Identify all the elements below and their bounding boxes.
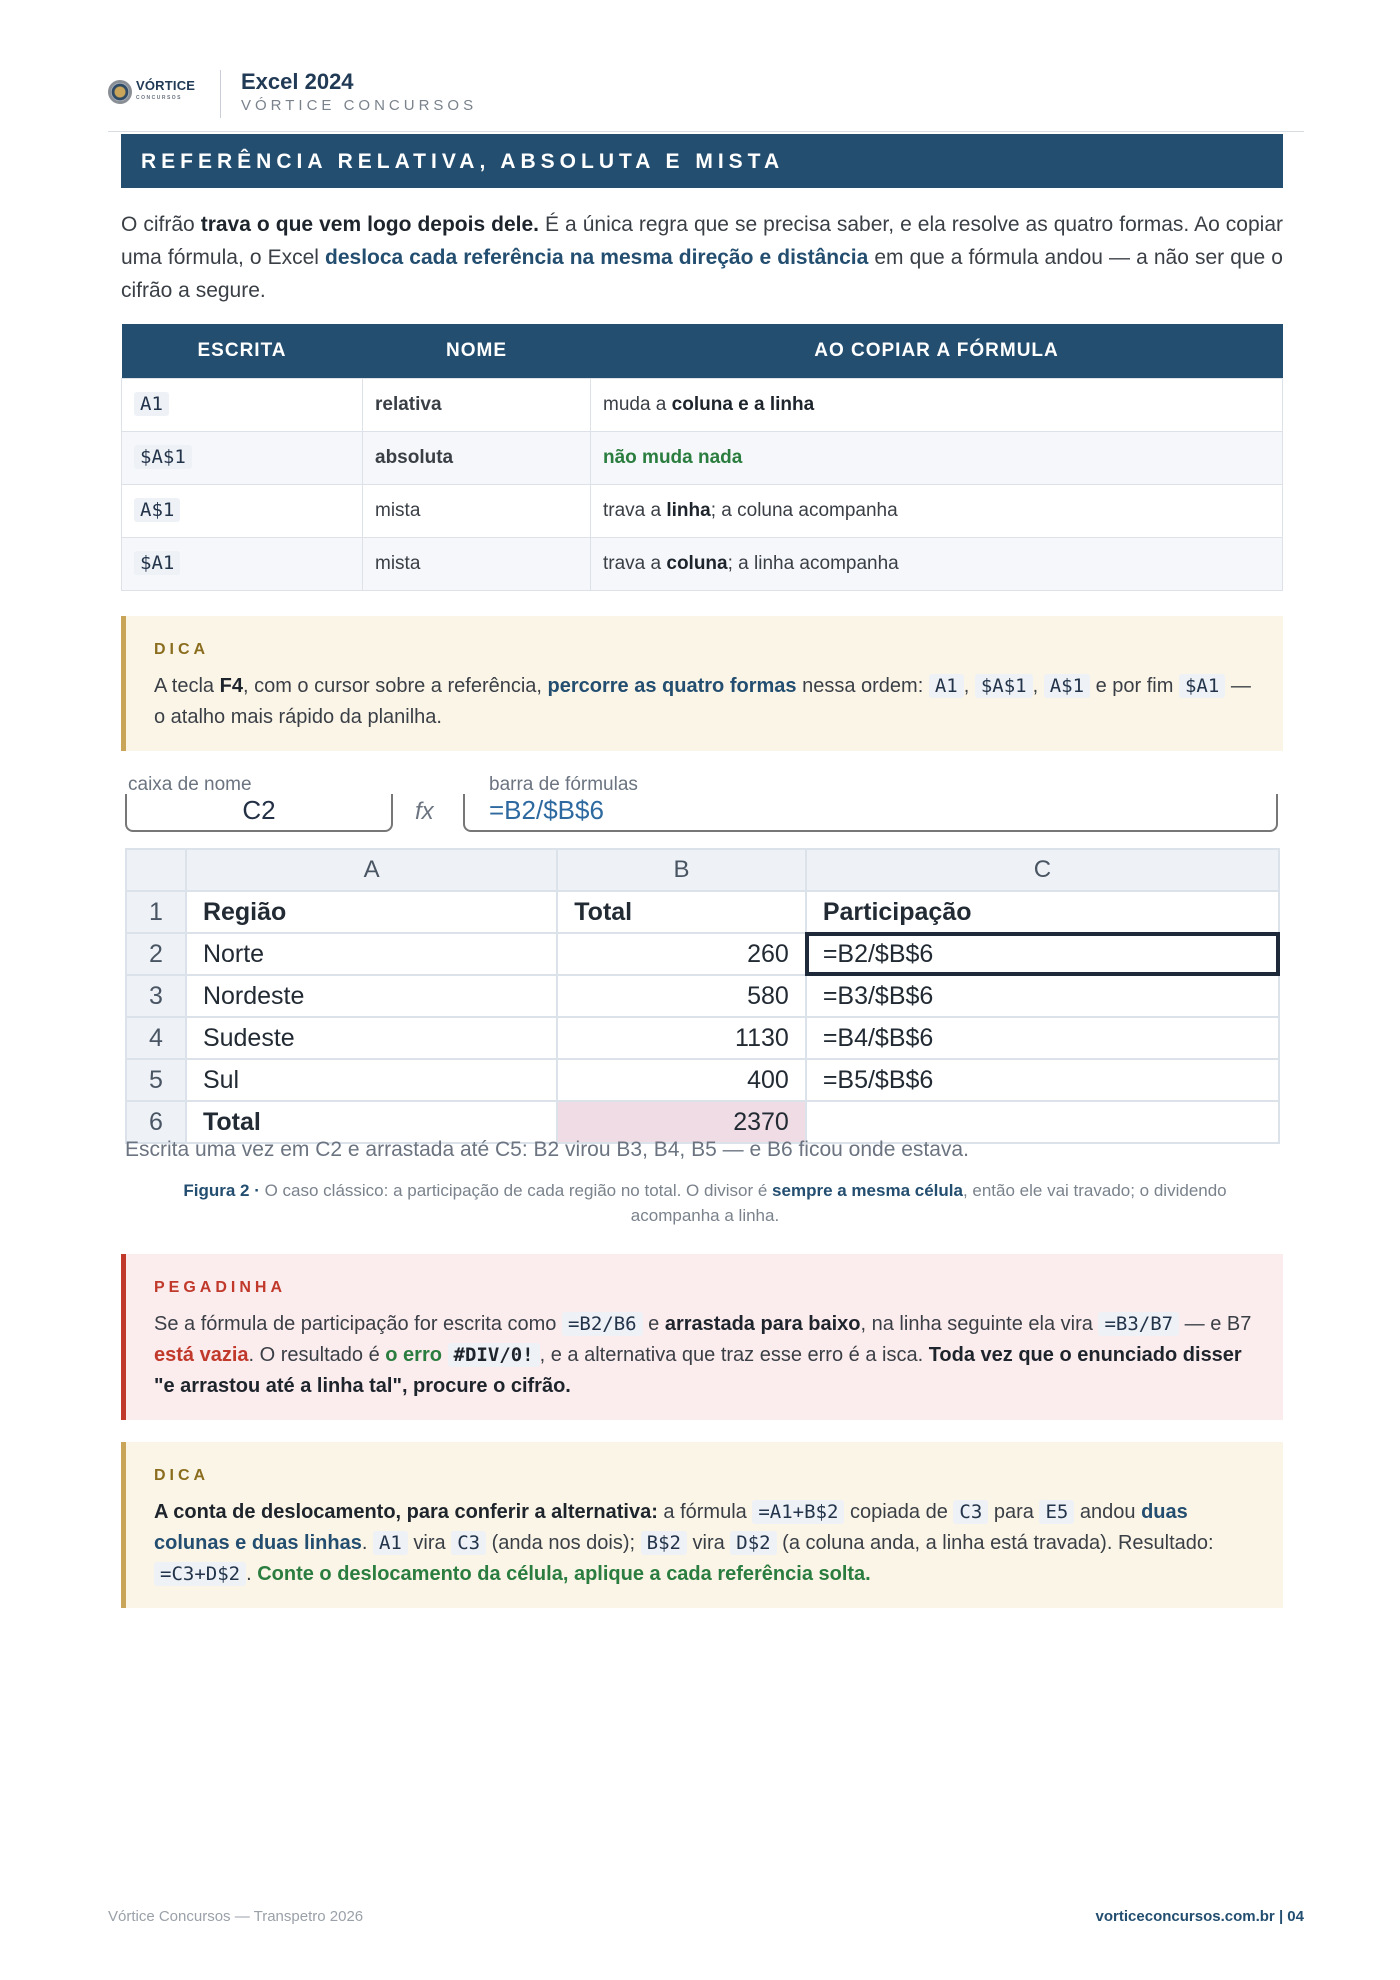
tip-callout-deslocamento — [121, 1442, 1283, 1608]
callout-text: Se a fórmula de participação for escrita como — [154, 1313, 562, 1335]
col-header-ao-copiar: AO COPIAR A FÓRMULA — [591, 324, 1283, 378]
cell-nome: relativa — [363, 378, 591, 431]
cell-text: ; a linha acompanha — [727, 552, 899, 574]
callout-text: , na linha seguinte ela vira — [860, 1313, 1099, 1335]
callout-strong: A conta de deslocamento, para conferir a alternativa: — [154, 1501, 658, 1523]
sheet-row — [126, 1101, 1279, 1143]
logo-subtext: CONCURSOS — [136, 95, 183, 101]
callout-label: DICA — [154, 641, 210, 658]
callout-text: , com o cursor sobre a referência, — [242, 675, 548, 697]
caption-text: , então ele vai travado; o dividendo acompanha a linha. — [630, 1181, 1227, 1225]
ref-code: $A$1 — [134, 445, 192, 469]
cell-a6[interactable]: Total — [186, 1101, 557, 1143]
callout-text: (a coluna anda, a linha está travada). Resultado: — [776, 1532, 1214, 1554]
ref-code: $A$1 — [975, 674, 1033, 698]
cell-comportamento — [591, 537, 1283, 590]
col-header-nome: NOME — [363, 324, 591, 378]
ref-code: C3 — [953, 1500, 988, 1524]
table-row — [122, 537, 1283, 590]
ref-code: C3 — [451, 1531, 486, 1555]
cell-comportamento — [591, 484, 1283, 537]
cell-text: ; a coluna acompanha — [710, 499, 898, 521]
cell-c3[interactable]: =B3/$B$6 — [806, 975, 1279, 1017]
sheet-row — [126, 891, 1279, 933]
cell-c2-selected[interactable]: =B2/$B$6 — [806, 933, 1279, 975]
cell-b6[interactable]: 2370 — [557, 1101, 806, 1143]
figure-caption — [150, 1178, 1260, 1228]
brand-logo — [108, 80, 195, 104]
figure-note: Escrita uma vez em C2 e arrastada até C5: B2 virou B3, B4, B5 — e B6 ficou onde estava. — [125, 1138, 969, 1161]
column-header-c[interactable]: C — [806, 849, 1279, 891]
cell-b4[interactable]: 1130 — [557, 1017, 806, 1059]
sheet-row — [126, 1017, 1279, 1059]
cell-strong: coluna — [666, 552, 728, 574]
sheet-row — [126, 975, 1279, 1017]
cell-b1[interactable]: Total — [557, 891, 806, 933]
sheet-row — [126, 1059, 1279, 1101]
row-header[interactable]: 6 — [126, 1101, 186, 1143]
callout-text: (anda nos dois); — [486, 1532, 641, 1554]
cell-b3[interactable]: 580 — [557, 975, 806, 1017]
ref-code: =B2/B6 — [562, 1312, 643, 1336]
cell-strong: não muda nada — [603, 446, 743, 468]
callout-text: e por fim — [1090, 675, 1179, 697]
footer-link[interactable]: vorticeconcursos.com.br | 04 — [1095, 1908, 1304, 1925]
row-header[interactable]: 3 — [126, 975, 186, 1017]
callout-text: — e B7 — [1179, 1313, 1252, 1335]
intro-highlight: desloca cada referência na mesma direção e distância — [325, 246, 869, 269]
callout-text: a fórmula — [657, 1501, 753, 1523]
cell-a3[interactable]: Nordeste — [186, 975, 557, 1017]
column-header-row — [126, 849, 1279, 891]
name-box[interactable]: C2 — [125, 794, 393, 832]
formula-bar-caption: barra de fórmulas — [489, 774, 638, 795]
callout-text: , — [963, 675, 975, 697]
header-title: Excel 2024 — [241, 69, 354, 94]
cell-a1[interactable]: Região — [186, 891, 557, 933]
cell-nome: mista — [363, 484, 591, 537]
row-header[interactable]: 2 — [126, 933, 186, 975]
callout-text: , — [1032, 675, 1044, 697]
ref-code: =A1+B$2 — [752, 1500, 844, 1524]
callout-text: vira — [407, 1532, 452, 1554]
logo-emblem-icon — [108, 80, 132, 104]
callout-text: para — [988, 1501, 1040, 1523]
spreadsheet-grid — [125, 848, 1280, 1144]
ref-code: $A1 — [134, 551, 180, 575]
callout-label: DICA — [154, 1467, 210, 1484]
page-header — [108, 66, 1304, 132]
fx-icon: fx — [415, 798, 434, 825]
cell-escrita — [122, 537, 363, 590]
sheet-row — [126, 933, 1279, 975]
row-header[interactable]: 1 — [126, 891, 186, 933]
table-row — [122, 378, 1283, 431]
ref-code: D$2 — [730, 1531, 776, 1555]
reference-table — [121, 324, 1283, 591]
formula-bar[interactable]: =B2/$B$6 — [463, 794, 1278, 832]
column-header-a[interactable]: A — [186, 849, 557, 891]
col-header-escrita: ESCRITA — [122, 324, 363, 378]
cell-strong: coluna e a linha — [671, 393, 815, 415]
callout-strong: F4 — [219, 675, 243, 697]
trap-callout — [121, 1254, 1283, 1420]
callout-text: . — [246, 1563, 258, 1585]
cell-escrita — [122, 431, 363, 484]
ref-code: A1 — [373, 1531, 408, 1555]
ref-code: A$1 — [1044, 674, 1090, 698]
cell-c1[interactable]: Participação — [806, 891, 1279, 933]
callout-highlight: duas colunas e duas linhas — [154, 1501, 1188, 1554]
intro-text: É a única regra que se precisa saber, e ela resolve as quatro formas. Ao copiar uma fórmula, o Excel — [121, 213, 1283, 269]
cell-escrita — [122, 378, 363, 431]
cell-a5[interactable]: Sul — [186, 1059, 557, 1101]
caption-strong: sempre a mesma célula — [772, 1181, 963, 1200]
cell-c4[interactable]: =B4/$B$6 — [806, 1017, 1279, 1059]
select-all-corner[interactable] — [126, 849, 186, 891]
callout-text: — o atalho mais rápido da planilha. — [154, 675, 1251, 728]
intro-text: O cifrão — [121, 213, 201, 236]
caption-label: Figura 2 · — [183, 1181, 260, 1200]
caption-text: O caso clássico: a participação de cada região no total. O divisor é — [259, 1181, 773, 1200]
callout-text: nessa ordem: — [796, 675, 929, 697]
tip-callout-f4 — [121, 616, 1283, 751]
cell-strong: linha — [666, 499, 711, 521]
ref-code: =B3/B7 — [1098, 1312, 1179, 1336]
cell-b2[interactable]: 260 — [557, 933, 806, 975]
cell-comportamento — [591, 431, 1283, 484]
callout-highlight: Conte o deslocamento da célula, aplique a cada referência solta. — [257, 1563, 871, 1585]
ref-code: A1 — [134, 392, 169, 416]
callout-highlight: o erro — [385, 1344, 442, 1366]
callout-text: vira — [686, 1532, 731, 1554]
table-header-row — [122, 324, 1283, 378]
table-row — [122, 484, 1283, 537]
callout-strong: Toda vez que o enunciado disser "e arrastou até a linha tal", procure o cifrão. — [154, 1344, 1242, 1397]
cell-escrita — [122, 484, 363, 537]
ref-code: A1 — [929, 674, 964, 698]
cell-a2[interactable]: Norte — [186, 933, 557, 975]
cell-nome: absoluta — [363, 431, 591, 484]
ref-code: A$1 — [134, 498, 180, 522]
cell-b5[interactable]: 400 — [557, 1059, 806, 1101]
ref-code: $A1 — [1179, 674, 1225, 698]
table-row — [122, 431, 1283, 484]
name-box-caption: caixa de nome — [128, 774, 252, 795]
cell-comportamento — [591, 378, 1283, 431]
cell-c6[interactable] — [806, 1101, 1279, 1143]
callout-warning: está vazia — [154, 1344, 249, 1366]
ref-code: =C3+D$2 — [154, 1562, 246, 1586]
row-header[interactable]: 5 — [126, 1059, 186, 1101]
intro-paragraph — [121, 208, 1283, 307]
row-header[interactable]: 4 — [126, 1017, 186, 1059]
callout-text: andou — [1074, 1501, 1142, 1523]
footer-left: Vórtice Concursos — Transpetro 2026 — [108, 1908, 364, 1925]
callout-text: e — [642, 1313, 665, 1335]
section-title: REFERÊNCIA RELATIVA, ABSOLUTA E MISTA — [121, 134, 1283, 188]
callout-highlight: percorre as quatro formas — [547, 675, 797, 697]
cell-c5[interactable]: =B5/$B$6 — [806, 1059, 1279, 1101]
callout-text: A tecla — [154, 675, 220, 697]
callout-text: , e a alternativa que traz esse erro é a isca. — [539, 1344, 929, 1366]
callout-text: . — [361, 1532, 373, 1554]
callout-text: . O resultado é — [248, 1344, 386, 1366]
callout-text: copiada de — [844, 1501, 954, 1523]
column-header-b[interactable]: B — [557, 849, 806, 891]
cell-nome: mista — [363, 537, 591, 590]
error-code: #DIV/0! — [448, 1343, 540, 1367]
header-subtitle: VÓRTICE CONCURSOS — [241, 97, 478, 114]
callout-label: PEGADINHA — [154, 1279, 287, 1296]
cell-text: trava a — [603, 499, 667, 521]
cell-text: muda a — [603, 393, 672, 415]
intro-emphasis: trava o que vem logo depois dele. — [200, 213, 539, 236]
header-divider — [220, 70, 221, 118]
ref-code: B$2 — [641, 1531, 687, 1555]
cell-a4[interactable]: Sudeste — [186, 1017, 557, 1059]
cell-text: trava a — [603, 552, 667, 574]
callout-strong: arrastada para baixo — [664, 1313, 861, 1335]
ref-code: E5 — [1039, 1500, 1074, 1524]
logo-text: VÓRTICE — [136, 78, 196, 93]
intro-text: em que a fórmula andou — a não ser que o cifrão a segure. — [121, 246, 1283, 302]
